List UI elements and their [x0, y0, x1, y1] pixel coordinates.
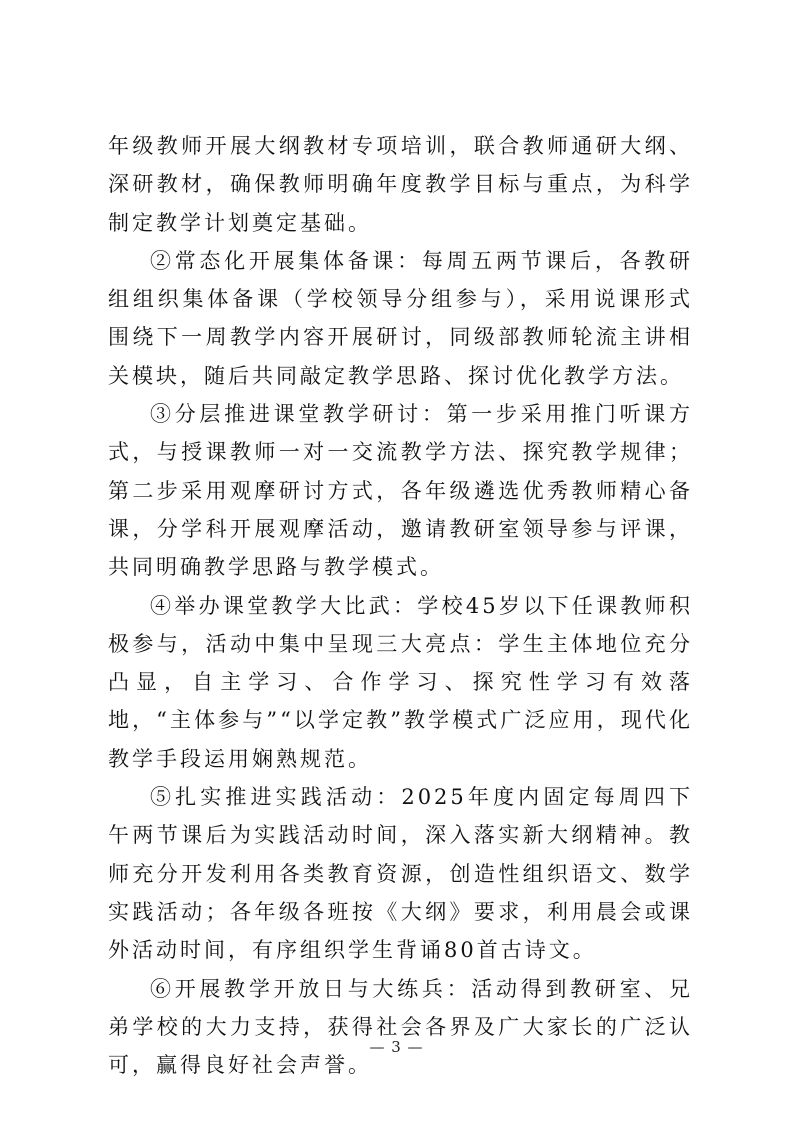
- paragraph-continuation: 年级教师开展大纲教材专项培训，联合教师通研大纲、深研教材，确保教师明确年度教学目标与重点，为科学制定教学计划奠定基础。: [108, 134, 693, 235]
- paragraph-open-day: ⑥开展教学开放日与大练兵：活动得到教研室、兄弟学校的大力支持，获得社会各界及广大家长的广泛认可，赢得良好社会声誉。: [108, 976, 693, 1078]
- paragraph-practice-activities: ⑤扎实推进实践活动：2025年度内固定每周四下午两节课后为实践活动时间，深入落实新大纲精神。教师充分开发利用各类教育资源，创造性组织语文、数学实践活动；各年级各班按《大纲》要求，利用晨会或课外活动时间，有序组织学生背诵80首古诗文。: [108, 785, 693, 963]
- paragraph-teaching-competition: ④举办课堂教学大比武：学校45岁以下任课教师积极参与，活动中集中呈现三大亮点：学生主体地位充分凸显，自主学习、合作学习、探究性学习有效落地，“主体参与”“以学定教”教学模式广泛应用，现代化教学手段运用娴熟规范。: [108, 593, 693, 771]
- paragraph-collective-lesson-prep: ②常态化开展集体备课：每周五两节课后，各教研组组织集体备课（学校领导分组参与），采用说课形式围绕下一周教学内容开展研讨，同级部教师轮流主讲相关模块，随后共同敲定教学思路、探讨优化教学方法。: [108, 248, 693, 388]
- document-body: [108, 127, 693, 1084]
- page-number: — 3 —: [369, 1038, 424, 1056]
- paragraph-layered-classroom-research: ③分层推进课堂教学研讨：第一步采用推门听课方式，与授课教师一对一交流教学方法、探究教学规律；第二步采用观摩研讨方式，各年级遴选优秀教师精心备课，分学科开展观摩活动，邀请教研室领导参与评课，共同明确教学思路与教学模式。: [108, 402, 693, 580]
